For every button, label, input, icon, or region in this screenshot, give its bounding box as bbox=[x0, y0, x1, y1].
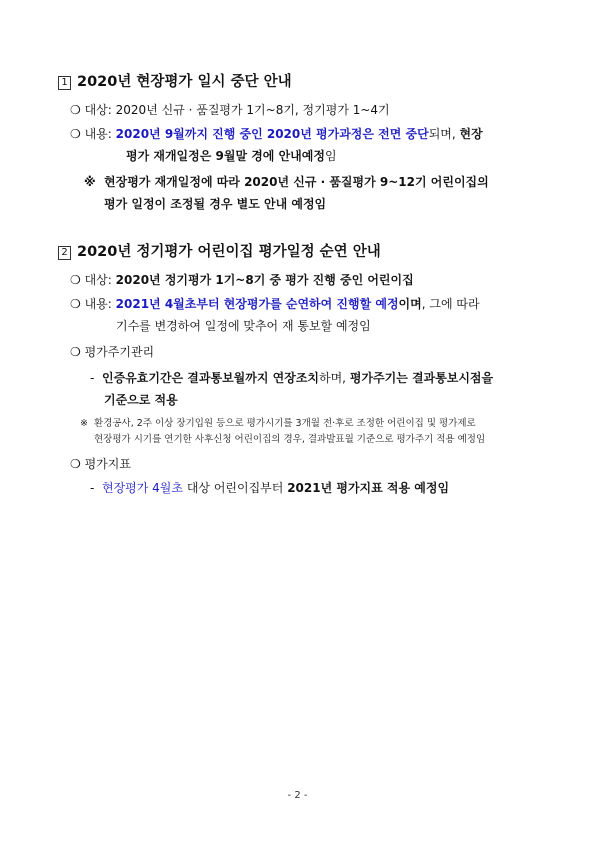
s2-content-line-2 bbox=[116, 316, 371, 336]
text: 되며, bbox=[428, 127, 460, 141]
s2-target-line bbox=[70, 270, 414, 290]
section-number-box: 1 bbox=[58, 76, 71, 90]
s2-indicator-dash-line bbox=[90, 478, 449, 498]
section-number-box: 2 bbox=[58, 246, 71, 260]
note-mark: ※ bbox=[84, 175, 96, 189]
circle-bullet-icon: ❍ bbox=[70, 127, 81, 141]
bold-text: 평가 재개일정은 9월말 경에 안내예정 bbox=[126, 149, 325, 163]
text: 2020년 정기평가 1기~8기 중 평가 진행 중인 어린이집 bbox=[115, 273, 414, 287]
bold-text: 평가주기는 결과통보시점을 bbox=[349, 371, 494, 385]
note-text: 환경공사, 2주 이상 장기입원 등으로 평가시기를 3개월 전·후로 조정한 어린이집 및 평가제로 bbox=[94, 418, 476, 429]
s2-content-line bbox=[70, 294, 480, 314]
s1-target-line bbox=[70, 100, 390, 120]
text: 기준으로 적용 bbox=[104, 393, 178, 407]
s2-cycle-dash-line-2 bbox=[104, 390, 178, 410]
circle-bullet-icon: ❍ bbox=[70, 103, 81, 117]
highlight-text: 2020년 9월까지 진행 중인 2020년 평가과정은 전면 중단 bbox=[115, 127, 429, 141]
label: 대상: bbox=[84, 273, 112, 287]
text: 기수를 변경하여 일정에 맞추어 재 통보할 예정임 bbox=[116, 319, 371, 333]
label: 내용: bbox=[84, 127, 112, 141]
label: 대상: bbox=[84, 103, 112, 117]
note-mark: ※ bbox=[80, 418, 88, 429]
note-text: 현장평가 시기를 연기한 사후신청 어린이집의 경우, 결과발표월 기준으로 평가주기 적용 예정임 bbox=[94, 434, 486, 445]
bold-text: 현장 bbox=[459, 127, 483, 141]
text: 평가주기관리 bbox=[84, 345, 155, 359]
text: 평가지표 bbox=[84, 457, 131, 471]
s2-small-note-1 bbox=[80, 416, 476, 431]
note-text: 평가 일정이 조정될 경우 별도 안내 예정임 bbox=[104, 197, 327, 211]
text: , 그에 따라 bbox=[421, 297, 480, 311]
s2-indicator-heading bbox=[70, 454, 131, 474]
bold-text: 이며 bbox=[398, 297, 422, 311]
bold-text: 2021년 평가지표 적용 예정임 bbox=[287, 481, 450, 495]
section-1-heading bbox=[58, 70, 292, 91]
text: 임 bbox=[324, 149, 337, 163]
circle-bullet-icon: ❍ bbox=[70, 273, 81, 287]
circle-bullet-icon: ❍ bbox=[70, 345, 81, 359]
s2-cycle-heading bbox=[70, 342, 154, 362]
page-number: - 2 - bbox=[287, 790, 308, 801]
text: 하며, bbox=[319, 371, 350, 385]
s1-content-line bbox=[70, 124, 483, 144]
s1-note-line-1 bbox=[84, 172, 489, 192]
s2-cycle-dash-line bbox=[90, 368, 493, 388]
text: 대상 어린이집부터 bbox=[183, 481, 288, 495]
highlight-text: 현장평가 4월초 bbox=[101, 481, 183, 495]
bold-text: 인증유효기간은 결과통보월까지 연장조치 bbox=[101, 371, 319, 385]
text: 2020년 신규 · 품질평가 1기~8기, 정기평가 1~4기 bbox=[115, 103, 390, 117]
s1-note-line-2 bbox=[104, 194, 326, 214]
dash: - bbox=[90, 481, 95, 495]
note-text: 현장평가 재개일정에 따라 2020년 신규 · 품질평가 9~12기 어린이집의 bbox=[104, 175, 489, 189]
circle-bullet-icon: ❍ bbox=[70, 457, 81, 471]
label: 내용: bbox=[84, 297, 112, 311]
section-1-title: 2020년 현장평가 일시 중단 안내 bbox=[77, 74, 292, 90]
section-2-title: 2020년 정기평가 어린이집 평가일정 순연 안내 bbox=[77, 244, 381, 260]
section-2-heading bbox=[58, 240, 381, 261]
highlight-text: 2021년 4월초부터 현장평가를 순연하여 진행할 예정 bbox=[115, 297, 399, 311]
s1-content-line-2 bbox=[126, 146, 337, 166]
dash: - bbox=[90, 371, 95, 385]
circle-bullet-icon: ❍ bbox=[70, 297, 81, 311]
s2-small-note-2 bbox=[94, 432, 485, 447]
